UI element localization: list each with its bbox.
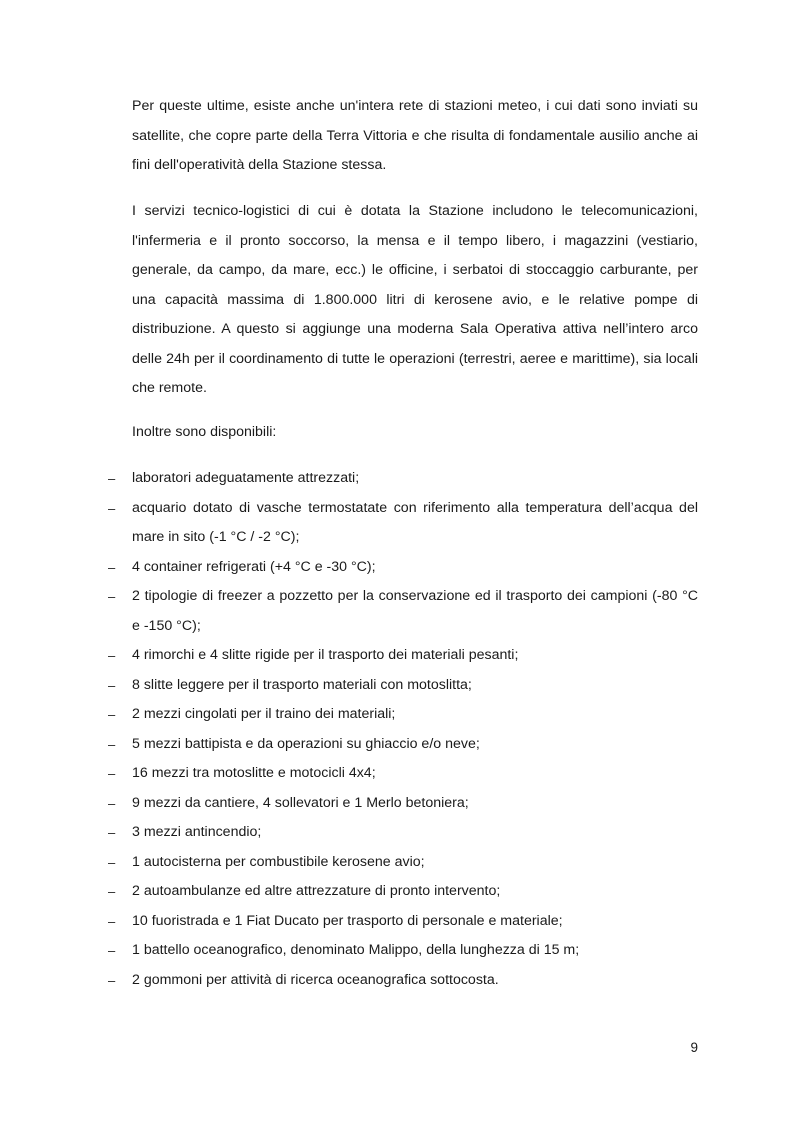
list-item <box>0 818 698 848</box>
list-item <box>0 582 698 641</box>
list-item-text: 5 mezzi battipista e da operazioni su ghiaccio e/o neve; <box>132 735 480 752</box>
list-item-text: 4 rimorchi e 4 slitte rigide per il trasporto dei materiali pesanti; <box>132 647 519 663</box>
list-item <box>0 700 698 730</box>
list-item-text: 2 gommoni per attività di ricerca oceanografica sottocosta. <box>132 971 499 988</box>
paragraph-weather-stations: Per queste ultime, esiste anche un'intera rete di stazioni meteo, i cui dati sono inviati su satellite, che copre parte della Terra Vittoria e che risulta di fondamentale ausilio anche ai fini dell'operatività della Stazione stessa. <box>132 98 698 173</box>
dash-bullet: – <box>108 795 116 811</box>
list-item <box>0 730 698 760</box>
dash-bullet: – <box>108 884 116 899</box>
paragraph-logistic-services: I servizi tecnico-logistici di cui è dotata la Stazione includono le telecomunicazioni, l'infermeria e il pronto soccorso, la mensa e il tempo libero, i magazzini (vestiario, generale, da campo, da mare, ecc.) le officine, i serbatoi di stoccaggio carburante, per una capacità massima di 1.800.000 litri di kerosene avio, e le relative pompe di distribuzione. A questo si aggiunge una moderna Sala Operativa attiva nell’intero arco delle 24h per il coordinamento di tutte le operazioni (terrestri, aeree e marittime), sia locali che remote. <box>132 203 698 396</box>
list-item <box>0 641 698 671</box>
list-item-text: laboratori adeguatamente attrezzati; <box>132 470 360 486</box>
dash-bullet: – <box>108 943 116 958</box>
dash-bullet: – <box>108 736 116 752</box>
list-item <box>0 553 698 583</box>
dash-bullet: – <box>108 766 116 781</box>
page-number: 9 <box>690 1040 698 1055</box>
list-item-text: 4 container refrigerati (+4 °C e -30 °C); <box>132 558 376 575</box>
equipment-list <box>0 464 793 995</box>
dash-bullet: – <box>108 559 116 575</box>
list-item-text: 1 battello oceanografico, denominato Malippo, della lunghezza di 15 m; <box>132 942 580 958</box>
list-item-text: 1 autocisterna per combustibile kerosene avio; <box>132 853 425 870</box>
list-item <box>0 494 698 553</box>
paragraph-list-intro: Inoltre sono disponibili: <box>132 424 277 440</box>
dash-bullet: – <box>108 972 116 988</box>
list-item <box>0 907 698 937</box>
list-item-text: 8 slitte leggere per il trasporto materiali con motoslitta; <box>132 676 472 693</box>
list-item <box>0 936 698 966</box>
dash-bullet: – <box>108 707 116 722</box>
list-item-text: 2 tipologie di freezer a pozzetto per la conservazione ed il trasporto dei campioni (-80 °C e -150 °C); <box>132 588 698 634</box>
dash-bullet: – <box>108 471 116 486</box>
list-item <box>0 877 698 907</box>
list-item <box>0 671 698 701</box>
list-item-text: 10 fuoristrada e 1 Fiat Ducato per trasporto di personale e materiale; <box>132 912 563 929</box>
list-item-text: 9 mezzi da cantiere, 4 sollevatori e 1 Merlo betoniera; <box>132 794 469 811</box>
list-item <box>0 759 698 789</box>
dash-bullet: – <box>108 677 116 693</box>
list-item <box>0 464 698 494</box>
dash-bullet: – <box>108 648 116 663</box>
list-item-text: acquario dotato di vasche termostatate con riferimento alla temperatura dell’acqua del mare in sito (-1 °C / -2 °C); <box>132 499 698 545</box>
list-item <box>0 848 698 878</box>
dash-bullet: – <box>108 854 116 870</box>
list-item <box>0 789 698 819</box>
dash-bullet: – <box>108 913 116 929</box>
list-item <box>0 966 698 996</box>
dash-bullet: – <box>108 589 116 604</box>
dash-bullet: – <box>108 500 116 516</box>
list-item-text: 16 mezzi tra motoslitte e motocicli 4x4; <box>132 765 376 781</box>
list-item-text: 2 mezzi cingolati per il traino dei materiali; <box>132 706 396 722</box>
list-item-text: 2 autoambulanze ed altre attrezzature di pronto intervento; <box>132 883 501 899</box>
list-item-text: 3 mezzi antincendio; <box>132 824 262 840</box>
dash-bullet: – <box>108 825 116 840</box>
